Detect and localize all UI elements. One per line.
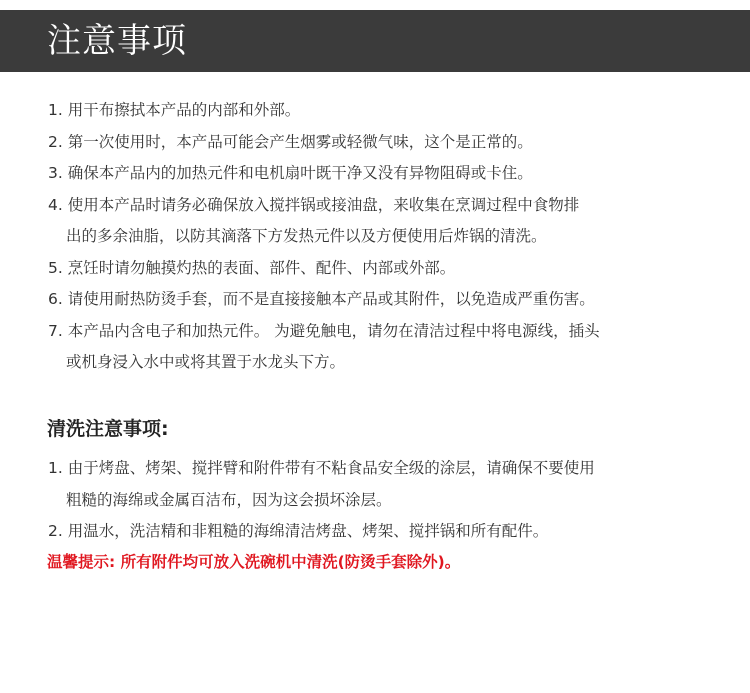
item-number: 1. <box>48 459 63 477</box>
list-item <box>48 516 728 548</box>
item-text: 用温水，洗洁精和非粗糙的海绵清洁烤盘、烤架、搅拌锅和所有配件。 <box>67 522 549 540</box>
item-text: 本产品内含电子和加热元件。 为避免触电，请勿在清洁过程中将电源线，插头 <box>67 321 600 340</box>
list-item <box>48 190 728 253</box>
item-text: 用干布擦拭本产品的内部和外部。 <box>67 101 301 119</box>
page-title: 注意事项 <box>47 21 187 61</box>
item-text: 请使用耐热防烫手套，而不是直接接触本产品或其附件，以免造成严重伤害。 <box>67 290 595 308</box>
list-item <box>48 127 728 159</box>
list-item <box>48 316 728 379</box>
item-text: 使用本产品时请务必确保放入搅拌锅或接油盘，来收集在烹调过程中食物排 <box>67 195 580 214</box>
item-number: 3. <box>48 164 63 182</box>
item-number: 7. <box>48 321 63 340</box>
item-text: 确保本产品内的加热元件和电机扇叶既干净又没有异物阻碍或卡住。 <box>67 164 533 182</box>
list-item <box>48 253 728 285</box>
item-text-continued: 粗糙的海绵或金属百洁布，因为这会损坏涂层。 <box>66 490 392 509</box>
item-number: 2. <box>48 522 63 540</box>
list-item <box>48 158 728 190</box>
list-item <box>48 95 728 127</box>
notes-list <box>48 95 728 379</box>
item-number: 6. <box>48 290 63 308</box>
item-text: 由于烤盘、烤架、搅拌臂和附件带有不粘食品安全级的涂层，请确保不要使用 <box>67 459 595 477</box>
cleaning-section-title: 清洗注意事项: <box>47 418 169 440</box>
item-text-continued: 出的多余油脂，以防其滴落下方发热元件以及方便使用后炸锅的清洗。 <box>66 227 547 245</box>
header-banner <box>0 10 750 72</box>
item-number: 5. <box>48 258 63 277</box>
warm-tip: 温馨提示: 所有附件均可放入洗碗机中清洗(防烫手套除外)。 <box>47 553 461 571</box>
item-text: 烹饪时请勿触摸灼热的表面、部件、配件、内部或外部。 <box>67 258 456 277</box>
item-number: 2. <box>48 132 63 151</box>
item-text: 第一次使用时，本产品可能会产生烟雾或轻微气味，这个是正常的。 <box>67 132 533 151</box>
item-number: 1. <box>48 101 63 119</box>
list-item <box>48 284 728 316</box>
item-text-continued: 或机身浸入水中或将其置于水龙头下方。 <box>66 353 346 371</box>
list-item <box>48 453 728 516</box>
item-number: 4. <box>48 195 63 214</box>
cleaning-list <box>48 453 728 548</box>
